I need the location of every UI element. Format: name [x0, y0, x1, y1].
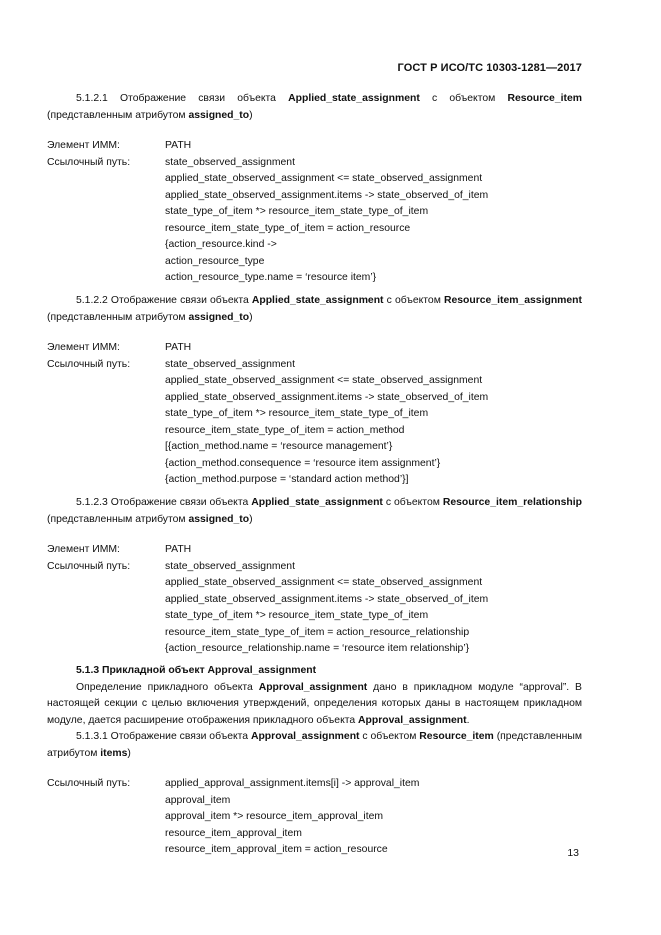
attribute-name: items — [100, 747, 128, 759]
text: ) — [249, 311, 253, 323]
text: (представленным атрибутом — [47, 513, 189, 525]
attribute-name: assigned_to — [188, 109, 250, 121]
path-row — [47, 423, 582, 440]
section-title — [47, 495, 582, 528]
path-row — [47, 254, 582, 271]
section-5-1-2-3 — [47, 495, 582, 658]
text: с объектом — [359, 731, 420, 742]
path-line: resource_item_state_type_of_item = action_resource_relationship — [165, 626, 470, 638]
path-line: {action_method.purpose = ‘standard action method’}] — [165, 474, 409, 485]
path-line: state_type_of_item *> resource_item_state_type_of_item — [165, 610, 429, 621]
path-label: Ссылочный путь: — [47, 778, 131, 789]
element-label: Элемент ИММ: — [47, 342, 120, 353]
entity-name: Applied_state_assignment — [288, 93, 420, 104]
path-label: Ссылочный путь: — [47, 156, 131, 168]
path-row — [47, 809, 582, 826]
text: (представленным атрибутом — [47, 731, 582, 759]
path-label: Ссылочный путь: — [47, 358, 131, 370]
text: (представленным атрибутом — [47, 311, 189, 323]
path-row — [47, 270, 582, 287]
text: 5.1.2.1 Отображение связи объекта — [76, 93, 289, 104]
path-line: resource_item_state_type_of_item = action_method — [165, 424, 405, 436]
path-row — [47, 439, 582, 456]
path-line: applied_state_observed_assignment.items -> state_observed_of_item — [165, 189, 489, 201]
path-line: {action_method.consequence = ‘resource item assignment’} — [165, 457, 441, 469]
path-line: applied_state_observed_assignment.items -> state_observed_of_item — [165, 391, 489, 403]
path-row — [47, 373, 582, 390]
path-row — [47, 826, 582, 843]
element-value: PATH — [165, 140, 192, 151]
page-number: 13 — [567, 847, 579, 859]
section-title — [47, 91, 582, 124]
section-title — [47, 293, 582, 326]
section-5-1-2-1 — [47, 91, 582, 287]
path-line: state_observed_assignment — [165, 358, 295, 370]
text: дано в прикладном модуле “approval”. В настоящей секции с целью включения утверждений, определения которых даны в настоящем прикладном модуле, дается расширение отображения прикладного объекта — [47, 681, 582, 726]
text: 5.1.3.1 Отображение связи объекта — [76, 731, 251, 742]
path-line: resource_item_approval_item = action_resource — [165, 844, 388, 855]
entity-name: Approval_assignment — [258, 681, 368, 693]
path-row — [47, 575, 582, 592]
element-row — [47, 542, 582, 559]
path-line: applied_state_observed_assignment <= state_observed_assignment — [165, 375, 483, 386]
path-row — [47, 842, 582, 859]
element-row — [47, 138, 582, 155]
path-row — [47, 592, 582, 609]
entity-name: Applied_state_assignment — [251, 497, 383, 508]
entity-name: Resource_item — [419, 731, 494, 742]
path-label: Ссылочный путь: — [47, 560, 131, 572]
text: Определение прикладного объекта — [76, 681, 259, 693]
entity-name: Resource_item — [507, 93, 582, 104]
element-value: PATH — [165, 342, 192, 353]
text: ) — [249, 513, 253, 525]
path-row — [47, 221, 582, 238]
element-label: Элемент ИММ: — [47, 544, 120, 555]
path-row — [47, 357, 582, 374]
path-line: approval_item — [165, 794, 231, 806]
attribute-name: assigned_to — [188, 513, 250, 525]
path-row — [47, 237, 582, 254]
path-row — [47, 559, 582, 576]
path-line: applied_state_observed_assignment.items -> state_observed_of_item — [165, 593, 489, 605]
path-row — [47, 390, 582, 407]
path-row — [47, 406, 582, 423]
path-row — [47, 641, 582, 658]
section-5-1-2-2 — [47, 293, 582, 489]
path-line: action_resource_type — [165, 255, 265, 267]
text: с объектом — [419, 93, 508, 104]
entity-name: Approval_assignment — [358, 714, 467, 726]
path-line: [{action_method.name = ‘resource management’} — [165, 441, 393, 452]
element-row — [47, 340, 582, 357]
path-line: applied_state_observed_assignment <= state_observed_assignment — [165, 577, 483, 588]
path-line: applied_approval_assignment.items[i] -> approval_item — [165, 778, 420, 789]
text: (представленным атрибутом — [47, 109, 189, 121]
path-line: action_resource_type.name = ‘resource item’} — [165, 272, 377, 283]
element-value: PATH — [165, 544, 192, 555]
path-row — [47, 776, 582, 793]
path-row — [47, 608, 582, 625]
path-line: applied_state_observed_assignment <= state_observed_assignment — [165, 173, 483, 184]
path-line: {action_resource_relationship.name = ‘resource item relationship’} — [165, 643, 470, 654]
path-row — [47, 171, 582, 188]
text: . — [466, 714, 470, 726]
document-header: ГОСТ Р ИСО/ТС 10303-1281—2017 — [397, 62, 582, 74]
text: ) — [249, 109, 253, 121]
path-line: state_type_of_item *> resource_item_state_type_of_item — [165, 408, 429, 419]
path-line: resource_item_approval_item — [165, 827, 302, 839]
text: с объектом — [382, 497, 443, 508]
text: 5.1.2.3 Отображение связи объекта — [76, 497, 252, 508]
text: 5.1.2.2 Отображение связи объекта — [76, 295, 252, 306]
element-label: Элемент ИММ: — [47, 140, 120, 151]
path-row — [47, 155, 582, 172]
path-line: {action_resource.kind -> — [165, 239, 277, 250]
path-row — [47, 793, 582, 810]
path-line: state_observed_assignment — [165, 156, 295, 168]
text: ) — [127, 747, 131, 759]
entity-name: Resource_item_relationship — [442, 497, 583, 508]
text: с объектом — [383, 295, 444, 306]
section-title — [47, 729, 582, 762]
path-row — [47, 625, 582, 642]
path-row — [47, 472, 582, 489]
entity-name: Applied_state_assignment — [251, 295, 384, 306]
path-row — [47, 456, 582, 473]
entity-name: Resource_item_assignment — [443, 295, 582, 306]
path-line: state_observed_assignment — [165, 560, 295, 572]
definition-paragraph — [47, 680, 582, 730]
path-line: resource_item_state_type_of_item = action_resource — [165, 222, 411, 234]
path-line: state_type_of_item *> resource_item_state_type_of_item — [165, 206, 429, 217]
entity-name: Approval_assignment — [250, 731, 360, 742]
path-row — [47, 188, 582, 205]
section-5-1-3 — [47, 663, 582, 859]
path-row — [47, 204, 582, 221]
section-heading: 5.1.3 Прикладной объект Approval_assignment — [76, 665, 317, 676]
path-line: approval_item *> resource_item_approval_item — [165, 811, 384, 822]
attribute-name: assigned_to — [188, 311, 250, 323]
